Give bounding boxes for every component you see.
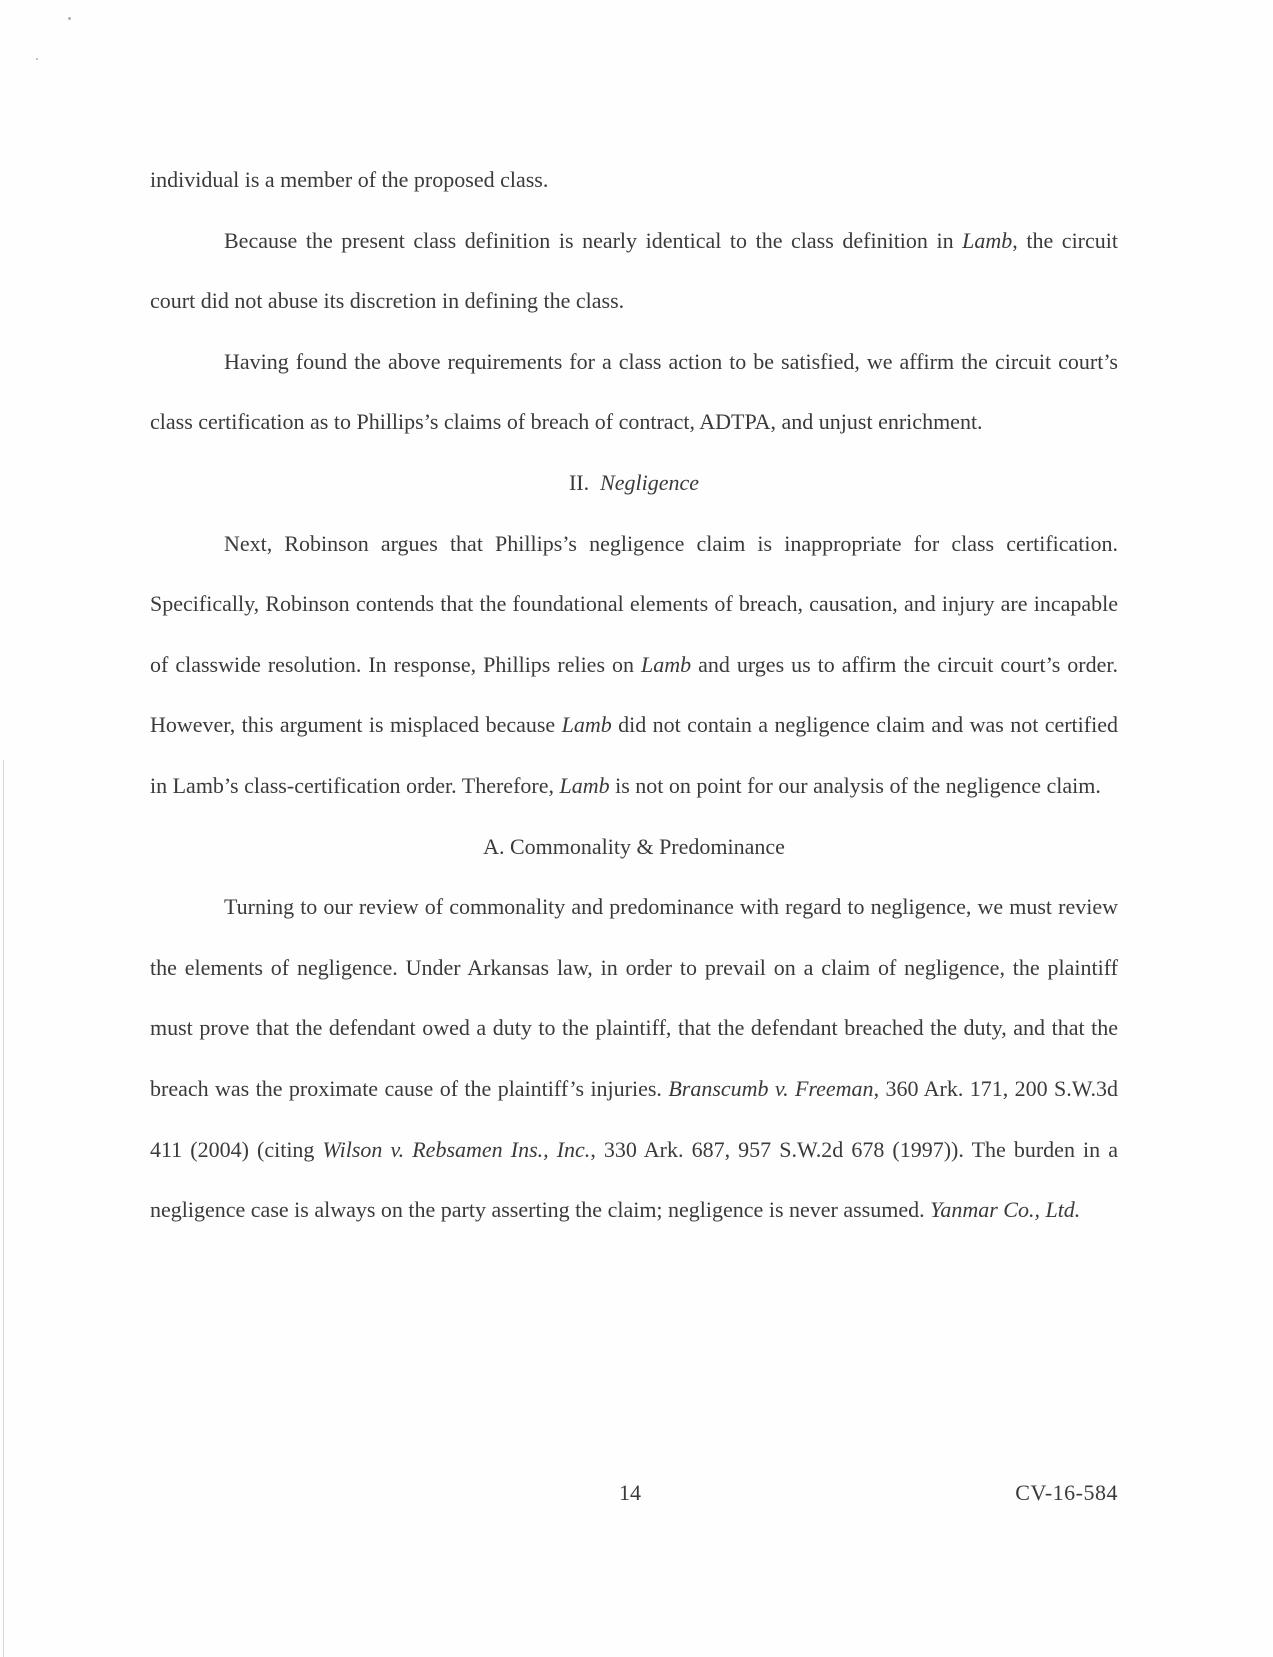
case-citation-lamb: Lamb	[962, 227, 1013, 253]
case-number: CV-16-584	[1015, 1480, 1118, 1505]
scan-speck	[36, 58, 38, 60]
section-heading-negligence: II. Negligence	[568, 469, 700, 495]
paragraph-continuation: individual is a member of the proposed class.	[150, 167, 549, 192]
scan-edge-line	[3, 760, 4, 1657]
case-citation-lamb: Lamb	[641, 651, 692, 677]
case-citation-yanmar: Yanmar Co., Ltd.	[930, 1197, 1081, 1223]
paragraph-class-definition: Because the present class definition is nearly identical to the class definition in Lamb, the circuit court did not abuse its discretion in defining the class.	[150, 227, 1118, 314]
paragraph-negligence-elements: Turning to our review of commonality and predominance with regard to negligence, we must review the elements of negligence. Under Arkansas law, in order to prevail on a claim of negligence, the plaintiff must prove that the defendant owed a duty to the plaintiff, that the defendant breached the duty, and that the breach was the proximate cause of the plaintiff’s injuries. Branscumb v. Freeman, 360 Ark. 171, 200 S.W.3d 411 (2004) (citing Wilson v. Rebsamen Ins., Inc., 330 Ark. 687, 957 S.W.2d 678 (1997)). The burden in a negligence case is always on the party asserting the claim; negligence is never assumed. Yanmar Co., Ltd.	[150, 894, 1118, 1223]
paragraph-affirm: Having found the above requirements for a class action to be satisfied, we affirm the circuit court’s class certification as to Phillips’s claims of breach of contract, ADTPA, and unjust enrichment.	[150, 348, 1118, 435]
page-number: 14	[619, 1480, 641, 1505]
case-citation-wilson: Wilson v. Rebsamen Ins., Inc.	[322, 1136, 591, 1162]
subsection-heading-commonality: A. Commonality & Predominance	[483, 833, 785, 859]
scan-speck	[68, 17, 71, 20]
document-body	[150, 150, 1118, 1241]
case-citation-branscumb: Branscumb v. Freeman	[668, 1075, 874, 1101]
paragraph-negligence-argument: Next, Robinson argues that Phillips’s negligence claim is inappropriate for class certification. Specifically, Robinson contends that the foundational elements of breach, causation, and injury are incapable of classwide resolution. In response, Phillips relies on Lamb and urges us to affirm the circuit court’s order. However, this argument is misplaced because Lamb did not contain a negligence claim and was not certified in Lamb’s class-certification order. Therefore, Lamb is not on point for our analysis of the negligence claim.	[150, 530, 1118, 798]
case-citation-lamb: Lamb	[561, 712, 612, 738]
case-citation-lamb: Lamb	[559, 772, 610, 798]
